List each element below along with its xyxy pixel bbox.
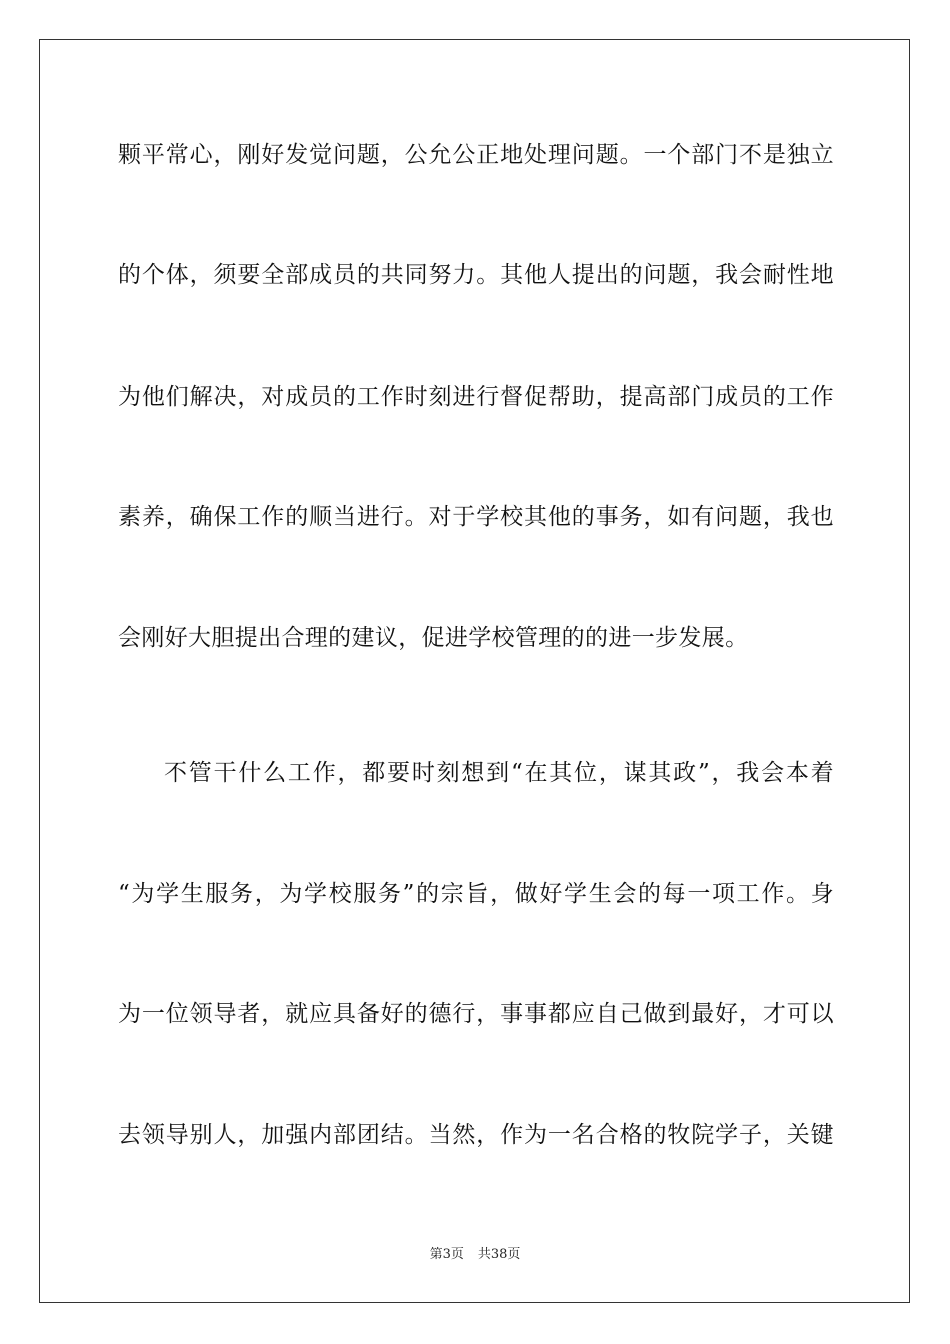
text-line: 颗平常心，刚好发觉问题，公允公正地处理问题。一个部门不是独立 <box>118 142 834 168</box>
total-pages: 共38页 <box>477 1247 521 1262</box>
text-line: 为一位领导者，就应具备好的德行，事事都应自己做到最好，才可以 <box>118 1001 834 1027</box>
current-page-number: 第3页 <box>429 1247 464 1262</box>
page-footer <box>0 1247 950 1263</box>
text-line: 会刚好大胆提出合理的建议，促进学校管理的的进一步发展。 <box>118 625 749 651</box>
page-border <box>39 39 910 1303</box>
text-line: “为学生服务，为学校服务”的宗旨，做好学生会的每一项工作。身 <box>118 881 834 907</box>
text-line: 的个体，须要全部成员的共同努力。其他人提出的问题，我会耐性地 <box>118 262 834 288</box>
text-line: 为他们解决，对成员的工作时刻进行督促帮助，提高部门成员的工作 <box>118 384 834 410</box>
text-line: 去领导别人，加强内部团结。当然，作为一名合格的牧院学子，关键 <box>118 1122 834 1148</box>
text-line: 素养，确保工作的顺当进行。对于学校其他的事务，如有问题，我也 <box>118 504 834 530</box>
paragraph-first-line: 不管干什么工作，都要时刻想到“在其位，谋其政”，我会本着 <box>164 760 834 786</box>
